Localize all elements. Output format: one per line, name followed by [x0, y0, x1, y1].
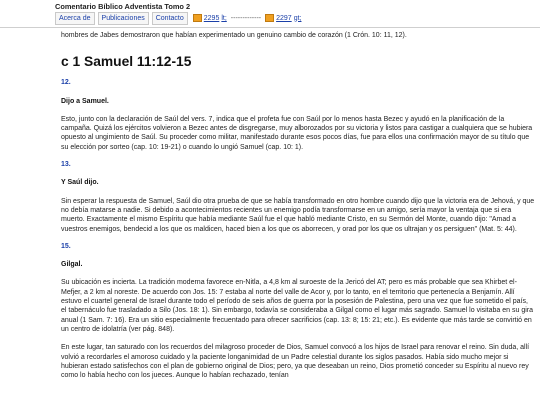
verse-number-13: 13. [61, 161, 71, 169]
next-page-link[interactable] [265, 14, 301, 22]
lead-paragraph: hombres de Jabes demostraron que habían experimentado un genuino cambio de corazón (1 Crón. 10: 11, 12). [61, 32, 407, 39]
nav-bar [55, 12, 301, 24]
prev-page-suffix[interactable]: lt; [221, 14, 227, 22]
about-link[interactable]: Acerca de [55, 12, 95, 25]
contact-link[interactable]: Contacto [152, 12, 188, 25]
prev-page-number[interactable]: 2295 [203, 14, 220, 22]
page-icon [265, 14, 274, 22]
verse-paragraph-12: Esto, junto con la declaración de Saúl del vers. 7, indica que el profeta fue con Saúl por lo menos hasta Bezec y ayudó en la planificación de la campaña. Quizá los ejércitos volvieron a Bezec antes de disgregarse, muy alborozados por su victoria y listos para castigar a cualquiera que se hubiera opuesto al ungimiento de Saúl. Su proceder como militar, manifestado durante esos pocos días, fue para ellos una confirmación mayor de su título que su elección por sorteo (cap. 10: 19-21) o cuando lo ungió Samuel (cap. 10: 1). [61, 115, 533, 151]
commentary-content [61, 27, 535, 405]
verse-subheading-15: Gilgal. [61, 261, 83, 269]
top-header [0, 0, 540, 28]
page-heading: c 1 Samuel 11:12-15 [61, 54, 192, 70]
next-page-suffix[interactable]: gt; [293, 14, 302, 22]
next-page-number[interactable]: 2297 [276, 14, 292, 22]
verse-subheading-13: Y Saúl dijo. [61, 179, 99, 187]
page-separator [229, 15, 263, 22]
verse-paragraph-15b: En este lugar, tan saturado con los recuerdos del milagroso proceder de Dios, Samuel convocó a los hijos de Israel para renovar el reino. Sin duda, allí volvió a recordarles el amoroso cuidado y la paciente longanimidad de un Padre celestial durante los siglos pasados. Había sido mucho mejor si hubieran estado satisfechos con el plan de gobierno original de Dios; pero, ya que deseaban un reino, Dios prometió conceder su Espíritu al nuevo rey como lo había hecho con los jueces. Aunque lo habían rechazado, tenían [61, 344, 530, 380]
verse-paragraph-15a: Su ubicación es incierta. La tradición moderna favorece en-Nitla, a 4,8 km al suroeste de la Jericó del AT; pero es más probable que sea Khirbet el-Mefjer, a 2 km al noreste. De acuerdo con Jos. 15: 7 estaba al norte del valle de Acor y, por lo tanto, en el territorio que pertenecía a Benjamín. Allí estuvo el cuartel general de Israel durante todo el período de seis años de guerra por la posesión de Palestina, pero una vez que fue sometido el país, el tabernáculo fue trasladado a Silo (Jos. 18: 1). Sin embargo, todavía se consideraba a Gilgal como el lugar más sagrado. Samuel lo visitaba en su gira anual (1 Sam. 7: 16). Era un sitio especialmente frecuentado para ofrecer sacrificios (cap. 13: 8; 15: 21; etc.). Es evidente que más tarde se convirtió en un centro de idolatría (ver pág. 848). [61, 279, 533, 333]
verse-paragraph-13: Sin esperar la respuesta de Samuel, Saúl dio otra prueba de que se había transformado en otro hombre cuando dijo que la victoria era de Jehová, y que no debía matarse a nadie. Si debido a acontecimientos recientes un enemigo podía transformarse en un amigo, sería mayor la ventaja que si era muerto. Exactamente el mismo Espíritu que había mediante Saúl fue el que habló mediante Cristo, en su Sermón del Monte, cuando dijo: "Amad a vuestros enemigos, bendecid a los que os maldicen, haced bien a los que os aborrecen, y orad por los que os ultrajan y os persiguen" (Mat. 5: 44). [61, 197, 535, 233]
verse-subheading-12: Dijo a Samuel. [61, 97, 109, 105]
prev-page-link[interactable] [193, 14, 227, 22]
page-icon [193, 14, 202, 22]
verse-number-12: 12. [61, 79, 71, 87]
book-title: Comentario Bíblico Adventista Tomo 2 [55, 2, 191, 11]
verse-number-15: 15. [61, 242, 71, 250]
dashes: ------------- [230, 14, 262, 22]
publications-link[interactable]: Publicaciones [98, 12, 149, 25]
